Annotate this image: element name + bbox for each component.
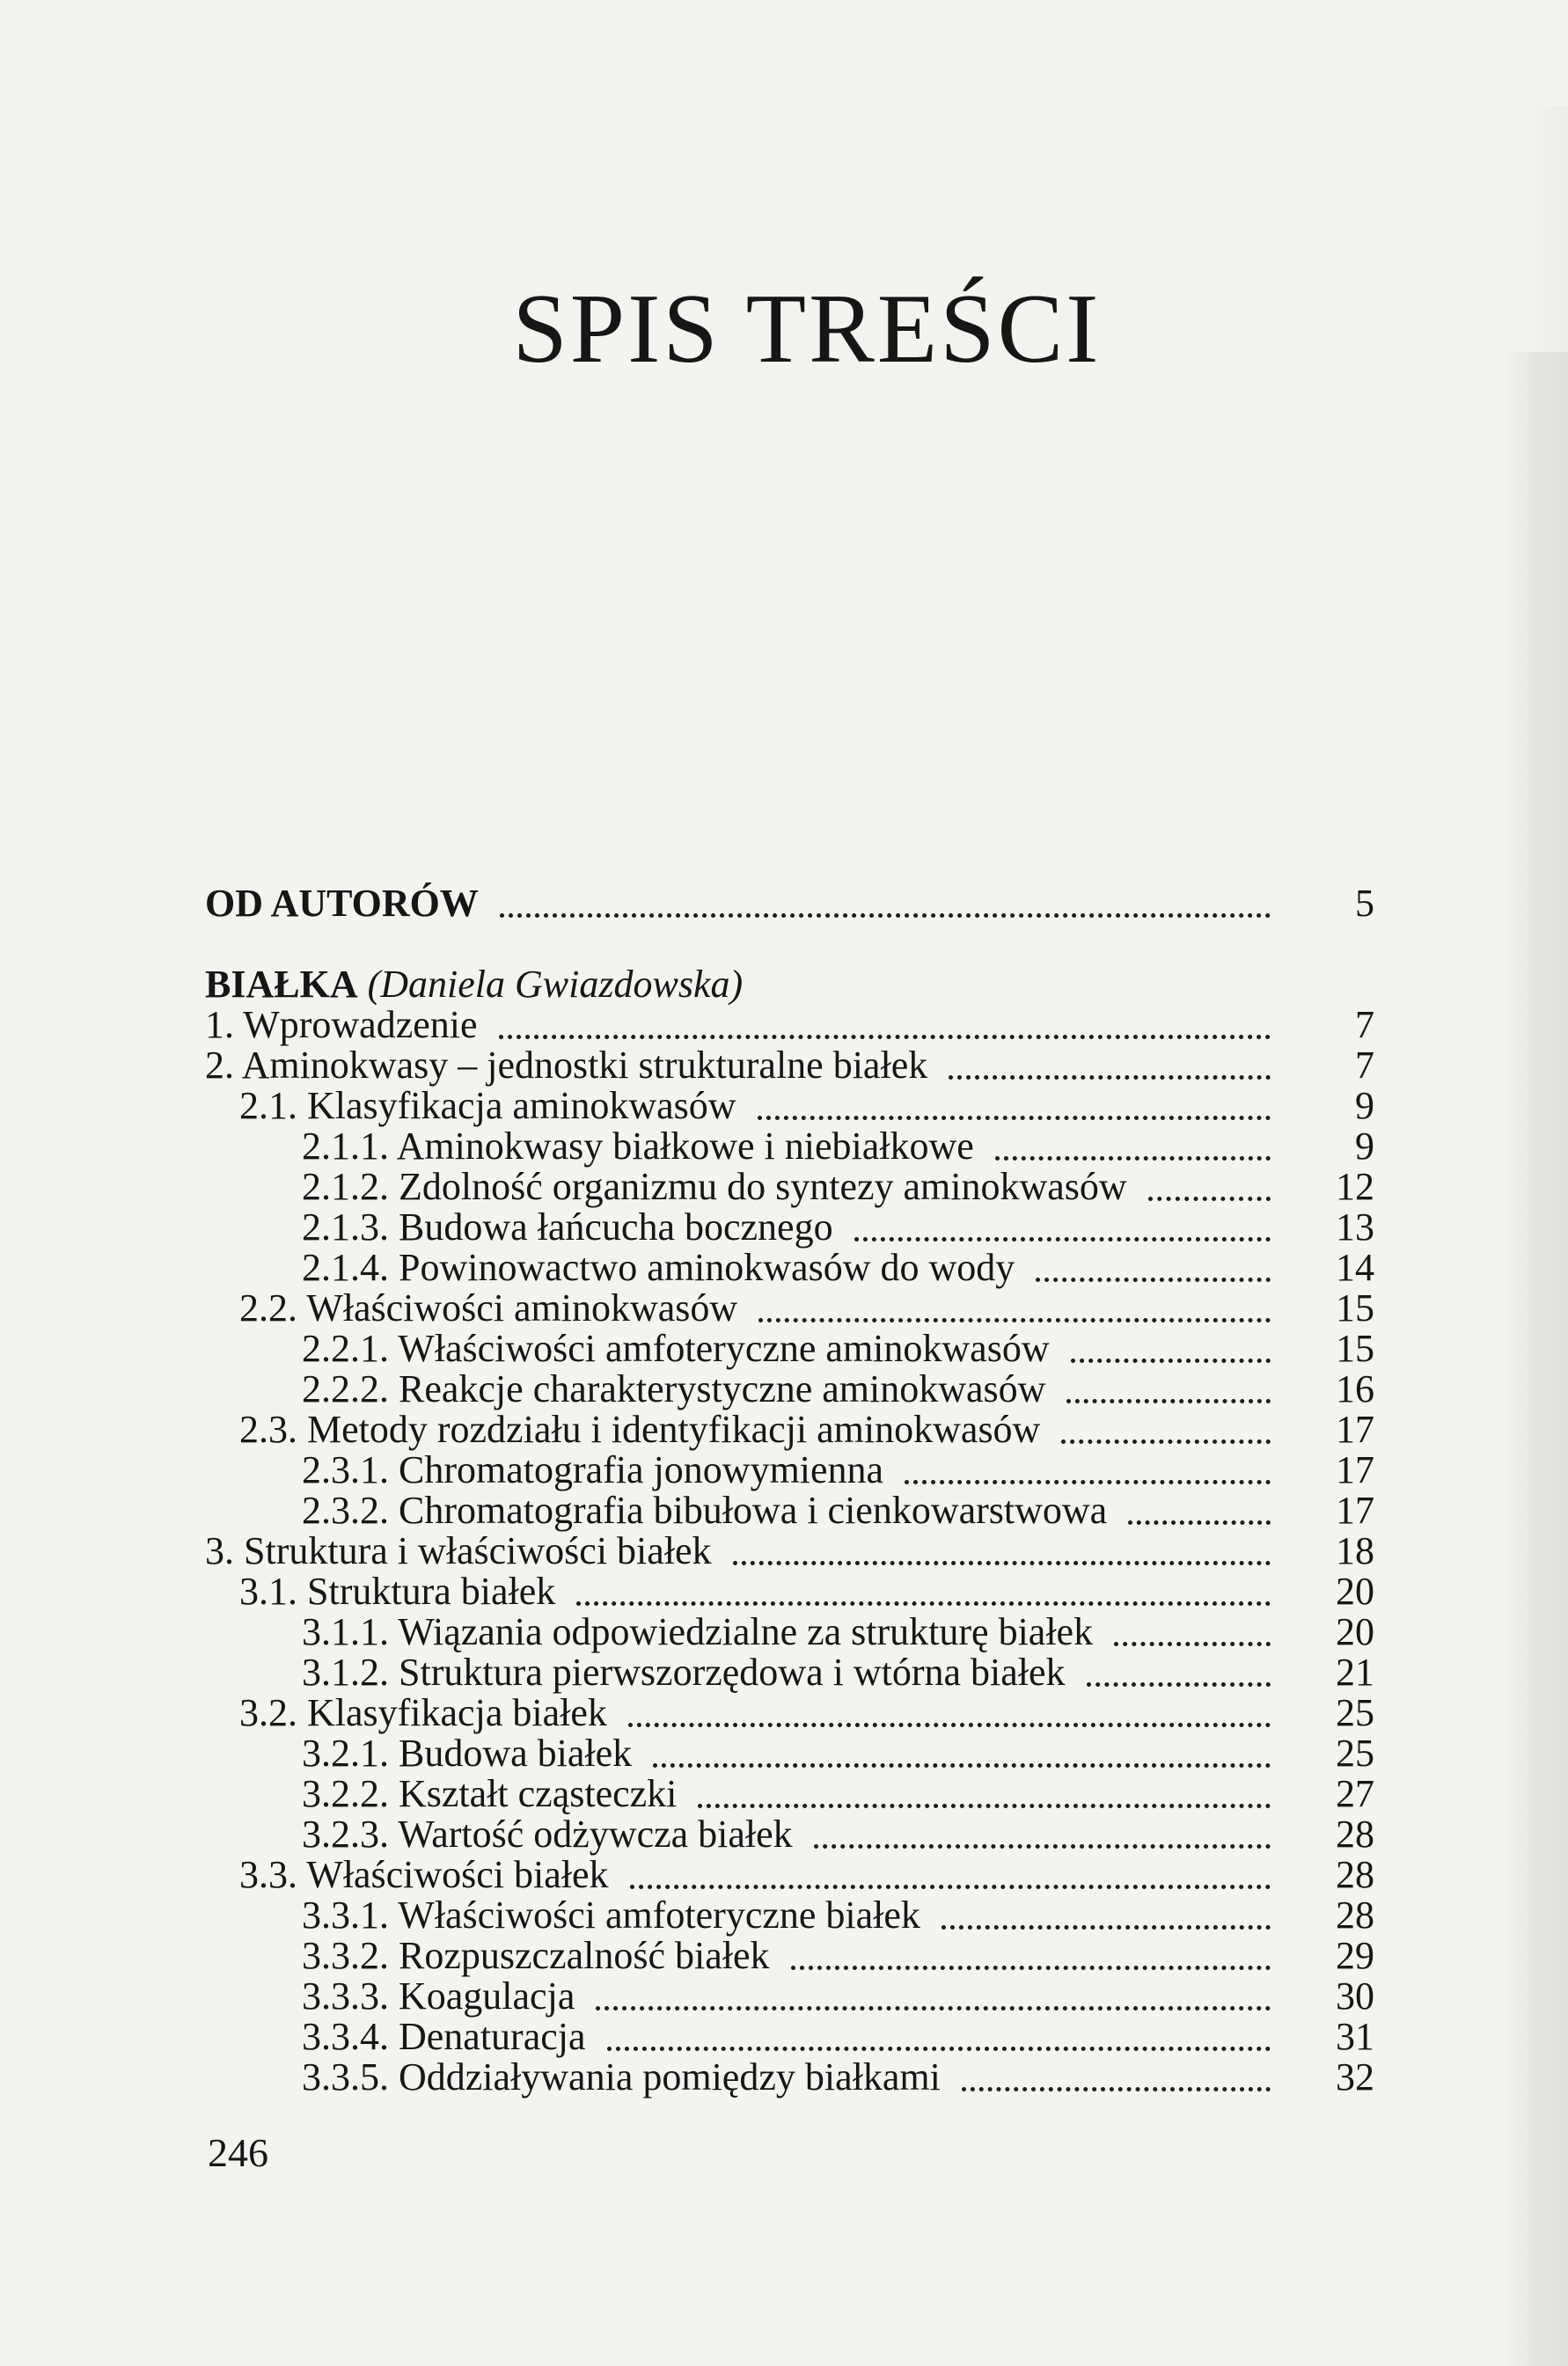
- toc-entry-label: 3.3. Właściwości białek: [239, 1853, 609, 1896]
- toc-entry-label: 3.3.5. Oddziaływania pomiędzy białkami: [302, 2055, 941, 2099]
- dot-leader: [1114, 1642, 1271, 1646]
- toc-entry-page-number: 7: [1355, 1044, 1374, 1087]
- dot-leader: [905, 1480, 1271, 1484]
- toc-entry-label: 2.1.1. Aminokwasy białkowe i niebiałkowe: [302, 1124, 974, 1168]
- toc-entry: [205, 1045, 1374, 1086]
- toc-entry: [205, 1369, 1374, 1410]
- toc-entry-page-number: 25: [1336, 1691, 1374, 1734]
- toc-entry: [205, 1733, 1374, 1774]
- dot-leader: [607, 2047, 1271, 2051]
- toc-entry-label: 2.2.2. Reakcje charakterystyczne aminokwasów: [302, 1367, 1046, 1410]
- dot-leader: [962, 2087, 1271, 2091]
- toc-entry: [205, 1571, 1374, 1612]
- toc-entry-label: 2.1. Klasyfikacja aminokwasów: [239, 1084, 736, 1127]
- toc-entry: [205, 2057, 1374, 2098]
- dot-leader: [854, 1237, 1271, 1242]
- toc-entry-label: 2.3.1. Chromatografia jonowymienna: [302, 1448, 884, 1491]
- dot-leader: [733, 1561, 1271, 1565]
- dot-leader: [653, 1763, 1271, 1768]
- toc-entry-author: (Daniela Gwiazdowska): [357, 963, 744, 1006]
- toc-entry: [205, 883, 1374, 924]
- toc-entry-label: 3.3.4. Denaturacja: [302, 2015, 586, 2058]
- dot-leader: [628, 1723, 1271, 1727]
- dot-leader: [949, 1075, 1271, 1080]
- dot-leader: [576, 1601, 1271, 1606]
- toc-entry: [205, 1126, 1374, 1167]
- dot-leader: [630, 1885, 1271, 1889]
- dot-leader: [1128, 1520, 1271, 1525]
- toc-entry-page-number: 7: [1355, 1003, 1374, 1046]
- dot-leader: [942, 1925, 1271, 1930]
- toc-entry: [205, 1531, 1374, 1571]
- toc-entry: [205, 1005, 1374, 1045]
- toc-entry: [205, 2017, 1374, 2057]
- toc-entry: [205, 1410, 1374, 1450]
- toc-entry-label: BIAŁKA: [205, 963, 358, 1006]
- toc-entry: [205, 1329, 1374, 1369]
- toc-entry-label: 3. Struktura i właściwości białek: [205, 1529, 712, 1572]
- toc-entry-page-number: 12: [1336, 1165, 1374, 1208]
- toc-entry: [205, 1814, 1374, 1855]
- toc-entry-page-number: 9: [1355, 1084, 1374, 1127]
- toc-entry-page-number: 28: [1336, 1853, 1374, 1896]
- toc-entry-page-number: 28: [1336, 1813, 1374, 1856]
- toc-entry: [205, 1086, 1374, 1126]
- toc-entry-page-number: 18: [1336, 1529, 1374, 1572]
- toc-entry: [205, 1248, 1374, 1288]
- toc-entry-page-number: 25: [1336, 1732, 1374, 1775]
- toc-entry: [205, 1207, 1374, 1248]
- toc-entry-label: 2.2.1. Właściwości amfoteryczne aminokwasów: [302, 1327, 1050, 1370]
- toc-entry-label: 3.2.2. Kształt cząsteczki: [302, 1772, 678, 1815]
- toc-entry-label: 3.2. Klasyfikacja białek: [239, 1691, 607, 1734]
- toc-entry-label: 2.3.2. Chromatografia bibułowa i cienkowarstwowa: [302, 1489, 1108, 1532]
- toc-entry-page-number: 5: [1355, 882, 1374, 925]
- folio-page-number: 246: [208, 2130, 268, 2175]
- dot-leader: [1071, 1359, 1271, 1363]
- toc-list: [205, 883, 1374, 2098]
- toc-entry-page-number: 27: [1336, 1772, 1374, 1815]
- toc-entry-label: 3.2.1. Budowa białek: [302, 1732, 633, 1775]
- toc-entry-page-number: 15: [1336, 1286, 1374, 1330]
- toc-entry-label: 2.1.4. Powinowactwo aminokwasów do wody: [302, 1246, 1015, 1289]
- toc-entry: [205, 1612, 1374, 1652]
- dot-leader: [1087, 1682, 1271, 1687]
- toc-entry-label: 3.1.1. Wiązania odpowiedzialne za strukturę białek: [302, 1610, 1094, 1653]
- toc-entry-page-number: 17: [1336, 1489, 1374, 1532]
- toc-entry: [205, 1693, 1374, 1733]
- toc-entry-label: 3.1.2. Struktura pierwszorzędowa i wtórna białek: [302, 1651, 1066, 1694]
- dot-leader: [500, 913, 1271, 918]
- toc-entry-page-number: 21: [1336, 1651, 1374, 1694]
- toc-entry-label: 3.3.1. Właściwości amfoteryczne białek: [302, 1894, 920, 1937]
- toc-entry-page-number: 16: [1336, 1367, 1374, 1410]
- dot-leader: [1148, 1197, 1271, 1201]
- toc-entry: [205, 1288, 1374, 1329]
- dot-leader: [1066, 1399, 1271, 1403]
- toc-entry-page-number: 29: [1336, 1934, 1374, 1977]
- toc-entry: [205, 1450, 1374, 1491]
- toc-entry-page-number: 20: [1336, 1610, 1374, 1653]
- toc-entry-label: 2. Aminokwasy – jednostki strukturalne białek: [205, 1044, 928, 1087]
- dot-leader: [791, 1966, 1271, 1970]
- toc-entry: [205, 1976, 1374, 2017]
- toc-entry: [205, 1855, 1374, 1895]
- dot-leader: [814, 1844, 1271, 1849]
- toc-entry: [205, 1491, 1374, 1531]
- toc-entry: [205, 1652, 1374, 1693]
- toc-entry-label: 2.2. Właściwości aminokwasów: [239, 1286, 738, 1330]
- toc-entry-page-number: 28: [1336, 1894, 1374, 1937]
- toc-entry-label: 1. Wprowadzenie: [205, 1003, 478, 1046]
- toc-entry-page-number: 20: [1336, 1570, 1374, 1613]
- page-title: SPIS TREŚCI: [512, 275, 1102, 384]
- dot-leader: [596, 2006, 1271, 2011]
- toc-entry-page-number: 31: [1336, 2015, 1374, 2058]
- toc-entry-page-number: 13: [1336, 1205, 1374, 1249]
- toc-entry: [205, 1895, 1374, 1936]
- dot-leader: [499, 1035, 1271, 1039]
- toc-entry-label: OD AUTORÓW: [205, 882, 479, 925]
- toc-entry-label: 3.3.2. Rozpuszczalność białek: [302, 1934, 770, 1977]
- toc-entry-page-number: 9: [1355, 1124, 1374, 1168]
- toc-entry-label: 2.1.2. Zdolność organizmu do syntezy aminokwasów: [302, 1165, 1127, 1208]
- dot-leader: [1061, 1439, 1271, 1444]
- toc-entry-page-number: 17: [1336, 1408, 1374, 1451]
- toc-entry-label: 3.3.3. Koagulacja: [302, 1974, 575, 2018]
- dot-leader: [698, 1804, 1271, 1808]
- toc-entry-page-number: 15: [1336, 1327, 1374, 1370]
- scan-edge-shadow: [1499, 352, 1568, 2366]
- toc-entry: [205, 964, 1374, 1005]
- toc-entry-page-number: 30: [1336, 1974, 1374, 2018]
- dot-leader: [995, 1156, 1271, 1161]
- dot-leader: [758, 1318, 1271, 1322]
- dot-leader: [758, 1116, 1271, 1120]
- toc-entry: [205, 1167, 1374, 1207]
- toc-entry-label: 3.1. Struktura białek: [239, 1570, 556, 1613]
- toc-entry: [205, 1774, 1374, 1814]
- toc-entry-page-number: 32: [1336, 2055, 1374, 2099]
- toc-entry-page-number: 14: [1336, 1246, 1374, 1289]
- toc-entry-label: 2.3. Metody rozdziału i identyfikacji aminokwasów: [239, 1408, 1041, 1451]
- toc-entry-page-number: 17: [1336, 1448, 1374, 1491]
- toc-entry-label: 2.1.3. Budowa łańcucha bocznego: [302, 1205, 833, 1249]
- toc-entry: [205, 1936, 1374, 1976]
- dot-leader: [1036, 1278, 1271, 1282]
- toc-entry-label: 3.2.3. Wartość odżywcza białek: [302, 1813, 793, 1856]
